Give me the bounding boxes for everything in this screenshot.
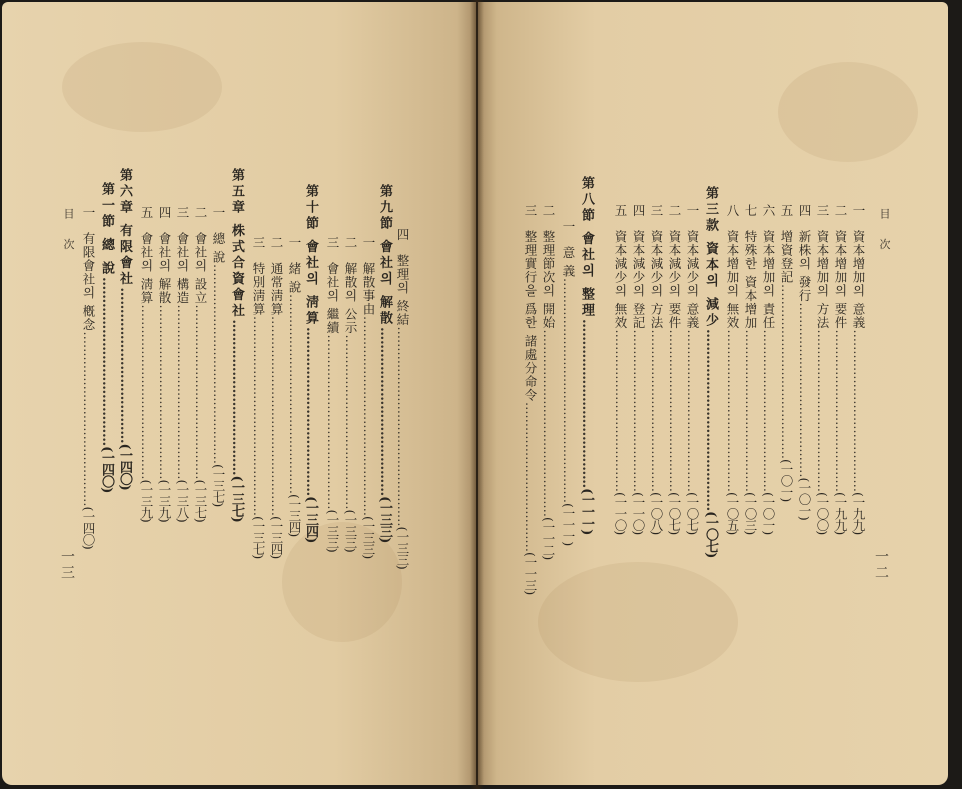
toc-entry: 二 資本減少의 要件…………………………………(一〇七): [667, 204, 682, 535]
toc-entry: 八 資本增加의 無效…………………………………(一〇五): [725, 204, 740, 535]
section-heading: 第八節 會社의 整理…………………………………(一一一): [579, 176, 594, 535]
toc-entry: 五 資本減少의 無效…………………………………(一一〇): [613, 204, 628, 535]
toc-entry: 二 會社의 設立……………………………………(一三七): [193, 206, 208, 522]
toc-entry: 四 會社의 解散……………………………………(一三九): [157, 206, 172, 522]
toc-entry: 三 特別淸算…………………………………………(一三七): [251, 236, 266, 559]
toc-entry: 一 解散事由…………………………………………(一三三): [361, 236, 376, 559]
toc-entry: 三 會社의 構造……………………………………(一三八): [175, 206, 190, 522]
folio: 一二: [873, 549, 889, 581]
toc-entry: 一 意 義………………………………………………(一一一): [561, 220, 576, 546]
section-heading: 第一節 總 說…………………………………(一四〇): [99, 182, 114, 493]
toc-entry: 七 特殊한 資本增加…………………………………(一〇三): [743, 204, 758, 535]
section-heading: 第十節 會社의 淸算…………………………………(一三四): [303, 184, 318, 543]
toc-entry: 三 資本增加의 方法…………………………………(一〇〇): [815, 204, 830, 535]
toc-entry: 二 整理節次의 開始………………………………………(一一二): [541, 204, 556, 560]
toc-entry: 一 資本增加의 意義…………………………………(一九九): [851, 204, 866, 535]
chapter-heading: 第五章 株式合資會社………………………………(一三七): [229, 168, 244, 522]
section-heading: 第九節 會社의 解散…………………………………(一三三): [377, 184, 392, 543]
toc-entry: 五 會社의 淸算……………………………………(一三九): [139, 206, 154, 522]
toc-entry: 一 有限會社의 槪念……………………………………(一四〇): [81, 206, 96, 549]
book-spine: [470, 0, 484, 789]
toc-entry: 一 緒 說…………………………………………(一三四): [287, 236, 302, 537]
toc-entry: 一 總 說…………………………………………(一三七): [211, 206, 226, 507]
section-heading: 第三款 資本의 減少……………………………………(一〇七): [703, 186, 718, 558]
toc-entry: 三 整理實行을 爲한 諸處分命令………………………………(一一三): [523, 204, 538, 595]
page-header: 目 次: [62, 208, 75, 258]
toc-entry: 六 資本增加의 責任…………………………………(一〇一): [761, 204, 776, 535]
toc-entry: 二 解散의 公示……………………………………(一三三): [343, 236, 358, 552]
toc-entry: 四 資本減少의 登記…………………………………(一一〇): [631, 204, 646, 535]
toc-entry: 一 資本減少의 意義…………………………………(一〇七): [685, 204, 700, 535]
toc-entry: 四 新株의 發行……………………………………(一〇一): [797, 204, 812, 520]
page-header: 目 次: [878, 208, 891, 258]
toc-entry: 三 會社의 繼續……………………………………(一三三): [325, 236, 340, 552]
folio: 一三: [59, 549, 75, 581]
toc-entry: 二 通常淸算…………………………………………(一三四): [269, 236, 284, 559]
chapter-heading: 第六章 有限會社………………………………(一四〇): [117, 168, 132, 490]
right-page: [478, 2, 948, 785]
left-page: [2, 2, 476, 785]
toc-entry: 四 整理의 終結…………………………………………(一三三): [395, 228, 410, 569]
toc-entry: 二 資本增加의 要件…………………………………(一九九): [833, 204, 848, 535]
toc-entry: 五 增資登記……………………………………(一〇一): [779, 204, 794, 502]
toc-entry: 三 資本減少의 方法…………………………………(一〇八): [649, 204, 664, 535]
